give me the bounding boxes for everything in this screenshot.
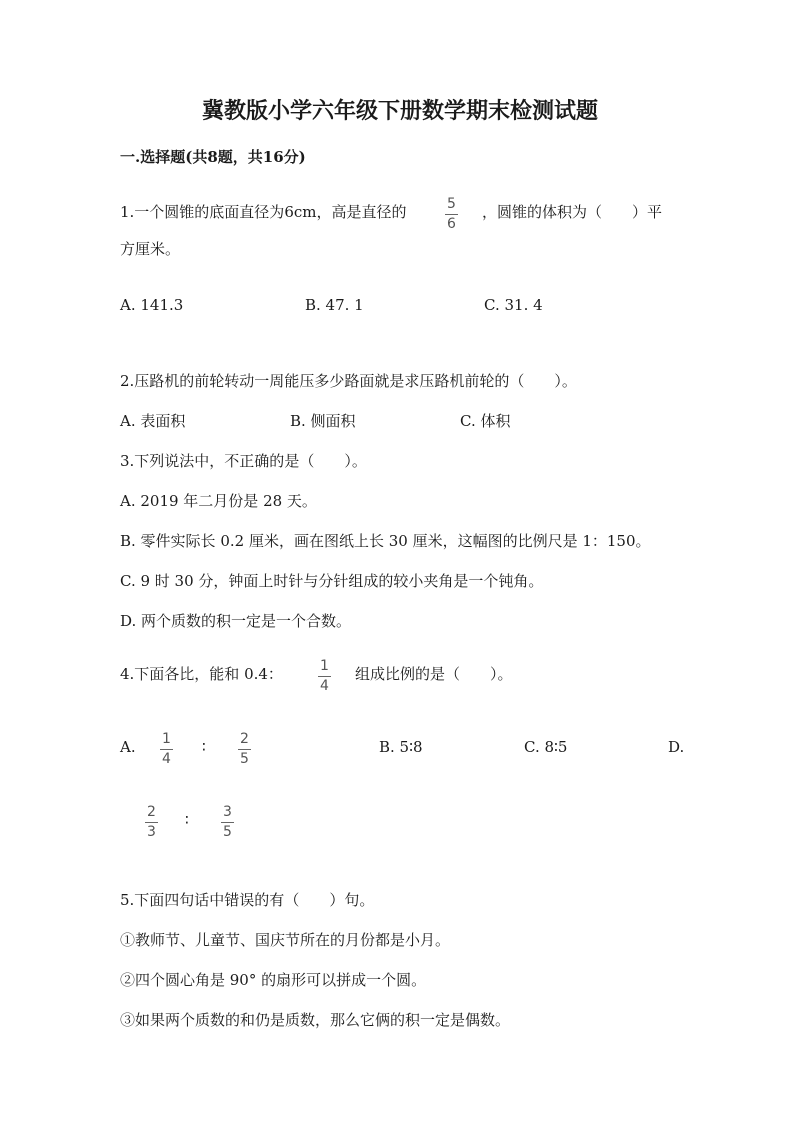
q1-option-b: B. 47. 1 — [305, 296, 364, 314]
q4-option-d-label: D. — [668, 738, 685, 756]
q2-option-a: A. 表面积 — [120, 412, 186, 430]
q1-fraction — [445, 197, 458, 232]
fraction-bar — [221, 822, 234, 823]
q1-text-after: ，圆锥的体积为（ ）平 — [482, 203, 663, 221]
q4-text-before: 4.下面各比，能和 0.4： — [120, 665, 283, 683]
q5-text: 5.下面四句话中错误的有（ ）句。 — [120, 891, 375, 909]
q4-option-d-fraction-1 — [145, 805, 158, 840]
q5-statement-2: ②四个圆心角是 90° 的扇形可以拼成一个圆。 — [120, 971, 427, 989]
fraction-denominator: 5 — [223, 824, 232, 840]
fraction-denominator: 6 — [447, 216, 456, 232]
page-title: 冀教版小学六年级下册数学期末检测试题 — [201, 98, 598, 124]
q3-option-d: D. 两个质数的积一定是一个合数。 — [120, 612, 352, 630]
fraction-numerator: 1 — [162, 731, 171, 747]
q4-option-a-fraction-1 — [160, 732, 173, 767]
fraction-numerator: 1 — [320, 658, 329, 674]
fraction-numerator: 2 — [240, 731, 249, 747]
q2-option-c: C. 体积 — [460, 412, 511, 430]
q2-option-b: B. 侧面积 — [290, 412, 356, 430]
q1-text-line2: 方厘米。 — [120, 240, 181, 258]
q4-option-a-fraction-2 — [238, 732, 251, 767]
q1-option-a: A. 141.3 — [120, 296, 184, 314]
q4-option-d-colon: ∶ — [185, 811, 189, 829]
fraction-numerator: 3 — [223, 804, 232, 820]
q1-text-before: 1.一个圆锥的底面直径为6cm，高是直径的 — [120, 203, 407, 221]
fraction-numerator: 5 — [447, 196, 456, 212]
q5-statement-1: ①教师节、儿童节、国庆节所在的月份都是小月。 — [120, 931, 451, 949]
fraction-bar — [160, 749, 173, 750]
q5-statement-3: ③如果两个质数的和仍是质数，那么它俩的积一定是偶数。 — [120, 1011, 511, 1029]
q3-option-b: B. 零件实际长 0.2 厘米，画在图纸上长 30 厘米，这幅图的比例尺是 1：150。 — [120, 532, 651, 550]
fraction-numerator: 2 — [147, 804, 156, 820]
fraction-denominator: 4 — [162, 751, 171, 767]
q4-text-after: 组成比例的是（ ）。 — [355, 665, 513, 683]
q3-option-a: A. 2019 年二月份是 28 天。 — [120, 492, 317, 510]
q4-option-a-colon: ∶ — [202, 738, 206, 756]
q1-option-c: C. 31. 4 — [484, 296, 543, 314]
q4-option-b: B. 5∶8 — [379, 738, 423, 756]
q3-text: 3.下列说法中，不正确的是（ ）。 — [120, 452, 367, 470]
q2-text: 2.压路机的前轮转动一周能压多少路面就是求压路机前轮的（ ）。 — [120, 372, 577, 390]
fraction-denominator: 3 — [147, 824, 156, 840]
q4-option-a-label: A. — [120, 738, 136, 756]
fraction-denominator: 4 — [320, 678, 329, 694]
q4-option-d-fraction-2 — [221, 805, 234, 840]
q3-option-c: C. 9 时 30 分，钟面上时针与分针组成的较小夹角是一个钝角。 — [120, 572, 544, 590]
fraction-bar — [238, 749, 251, 750]
section-header: 一.选择题(共8题，共16分) — [120, 148, 306, 166]
q4-fraction — [318, 659, 331, 694]
q4-option-c: C. 8∶5 — [524, 738, 568, 756]
fraction-denominator: 5 — [240, 751, 249, 767]
fraction-bar — [145, 822, 158, 823]
fraction-bar — [445, 214, 458, 215]
fraction-bar — [318, 676, 331, 677]
